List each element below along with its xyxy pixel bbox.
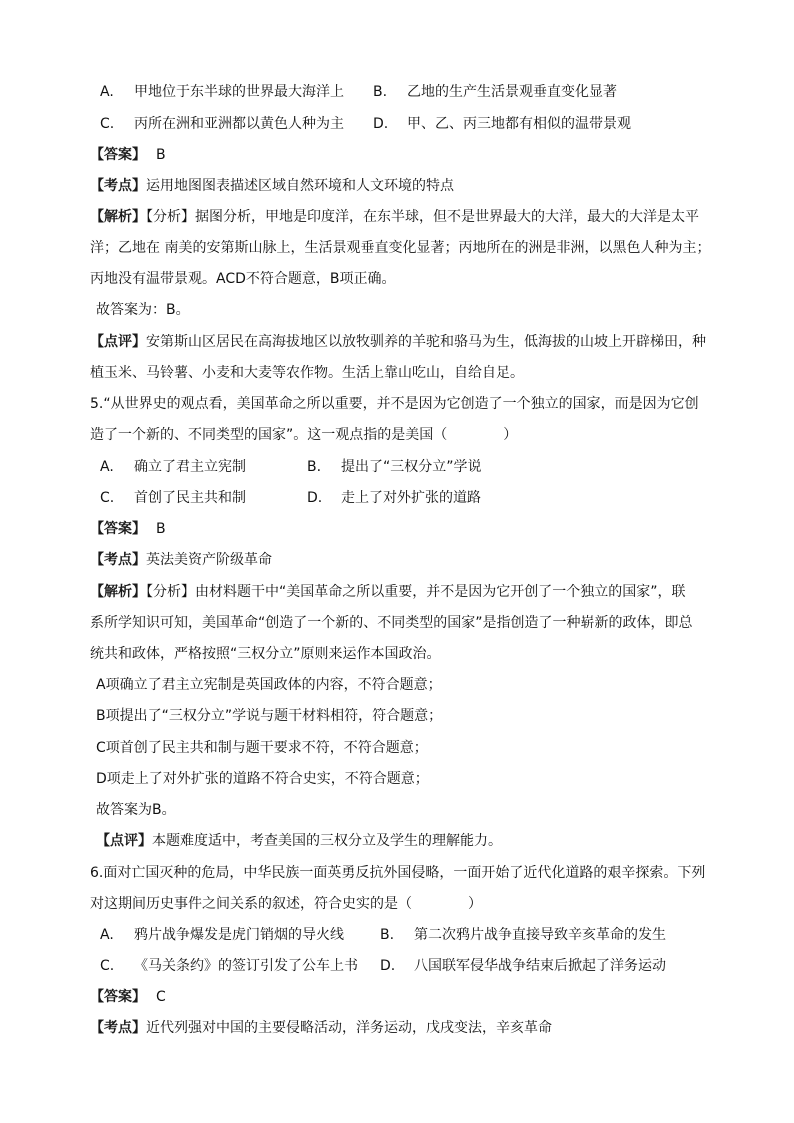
q5-option-d: D. 走上了对外扩张的道路 bbox=[307, 490, 481, 506]
q6-stem: 6.面对亡国灭种的危局，中华民族一面英勇反抗外国侵略，一面开始了近代化道路的艰辛探索。下列 bbox=[90, 865, 706, 881]
q5-jiexi: 【解析】【分析】由材料题干中“美国革命之所以重要，并不是因为它开创了一个独立的国家”，联 bbox=[90, 584, 686, 600]
q4-option-b: B. 乙地的生产生活景观垂直变化显著 bbox=[373, 84, 617, 100]
q5-option-c: C. 首创了民主共和制 bbox=[100, 490, 246, 506]
q6-option-c: C. 《马关条约》的签订引发了公车上书 bbox=[100, 958, 358, 974]
q5-item: C项首创了民主共和制与题干要求不符，不符合题意； bbox=[96, 740, 428, 756]
q5-stem: 5.“从世界史的观点看，美国革命之所以重要，并不是因为它创造了一个独立的国家，而是因为它创 bbox=[90, 396, 699, 412]
q5-dianping: 【点评】本题难度适中，考查美国的三权分立及学生的理解能力。 bbox=[96, 833, 502, 849]
q5-option-b: B. 提出了“三权分立”学说 bbox=[307, 459, 482, 475]
q5-jiexi-line: 系所学知识可知，美国革命“创造了一个新的、不同类型的国家”是指创造了一种崭新的政体，即总 bbox=[90, 615, 693, 631]
q4-conclusion: 故答案为：B。 bbox=[96, 302, 190, 318]
q5-item: A项确立了君主立宪制是英国政体的内容，不符合题意； bbox=[96, 677, 442, 693]
q6-kaodian: 【考点】近代列强对中国的主要侵略活动，洋务运动，戊戌变法，辛亥革命 bbox=[90, 1020, 552, 1036]
q5-kaodian: 【考点】英法美资产阶级革命 bbox=[90, 552, 272, 568]
q4-answer: 【答案】 B bbox=[90, 147, 166, 163]
q4-kaodian: 【考点】运用地图图表描述区域自然环境和人文环境的特点 bbox=[90, 178, 454, 194]
q4-dianping-line: 植玉米、马铃薯、小麦和大麦等农作物。生活上靠山吃山，自给自足。 bbox=[90, 365, 524, 381]
q5-item: B项提出了“三权分立”学说与题干材料相符，符合题意； bbox=[96, 708, 443, 724]
q6-answer: 【答案】 C bbox=[90, 989, 166, 1005]
q6-option-a: A. 鸦片战争爆发是虎门销烟的导火线 bbox=[100, 927, 344, 943]
q4-option-d: D. 甲、乙、丙三地都有相似的温带景观 bbox=[373, 116, 631, 132]
q5-answer: 【答案】 B bbox=[90, 521, 166, 537]
q5-item: D项走上了对外扩张的道路不符合史实，不符合题意； bbox=[96, 771, 429, 787]
q5-stem-line: 造了一个新的、不同类型的国家”。这一观点指的是美国（ ） bbox=[90, 427, 518, 443]
q5-conclusion: 故答案为B。 bbox=[96, 802, 176, 818]
q5-option-a: A. 确立了君主立宪制 bbox=[100, 459, 246, 475]
q4-jiexi: 【解析】【分析】据图分析，甲地是印度洋，在东半球，但不是世界最大的大洋，最大的大洋是太平 bbox=[90, 209, 699, 225]
q4-jiexi-line: 洋；乙地在 南美的安第斯山脉上，生活景观垂直变化显著；丙地所在的洲是非洲，以黑色人种为主； bbox=[90, 240, 711, 256]
q4-option-c: C. 丙所在洲和亚洲都以黄色人种为主 bbox=[100, 116, 344, 132]
q5-jiexi-line: 统共和政体，严格按照“三权分立”原则来运作本国政治。 bbox=[90, 646, 441, 662]
q6-option-d: D. 八国联军侵华战争结束后掀起了洋务运动 bbox=[380, 958, 666, 974]
q6-option-b: B. 第二次鸦片战争直接导致辛亥革命的发生 bbox=[380, 927, 666, 943]
q6-stem-line: 对这期间历史事件之间关系的叙述，符合史实的是（ ） bbox=[90, 896, 482, 912]
q4-jiexi-line: 丙地没有温带景观。ACD不符合题意，B项正确。 bbox=[90, 271, 396, 287]
q4-dianping: 【点评】安第斯山区居民在高海拔地区以放牧驯养的羊驼和骆马为生，低海拔的山坡上开辟梯田，种 bbox=[90, 334, 706, 350]
q4-option-a: A. 甲地位于东半球的世界最大海洋上 bbox=[100, 84, 344, 100]
